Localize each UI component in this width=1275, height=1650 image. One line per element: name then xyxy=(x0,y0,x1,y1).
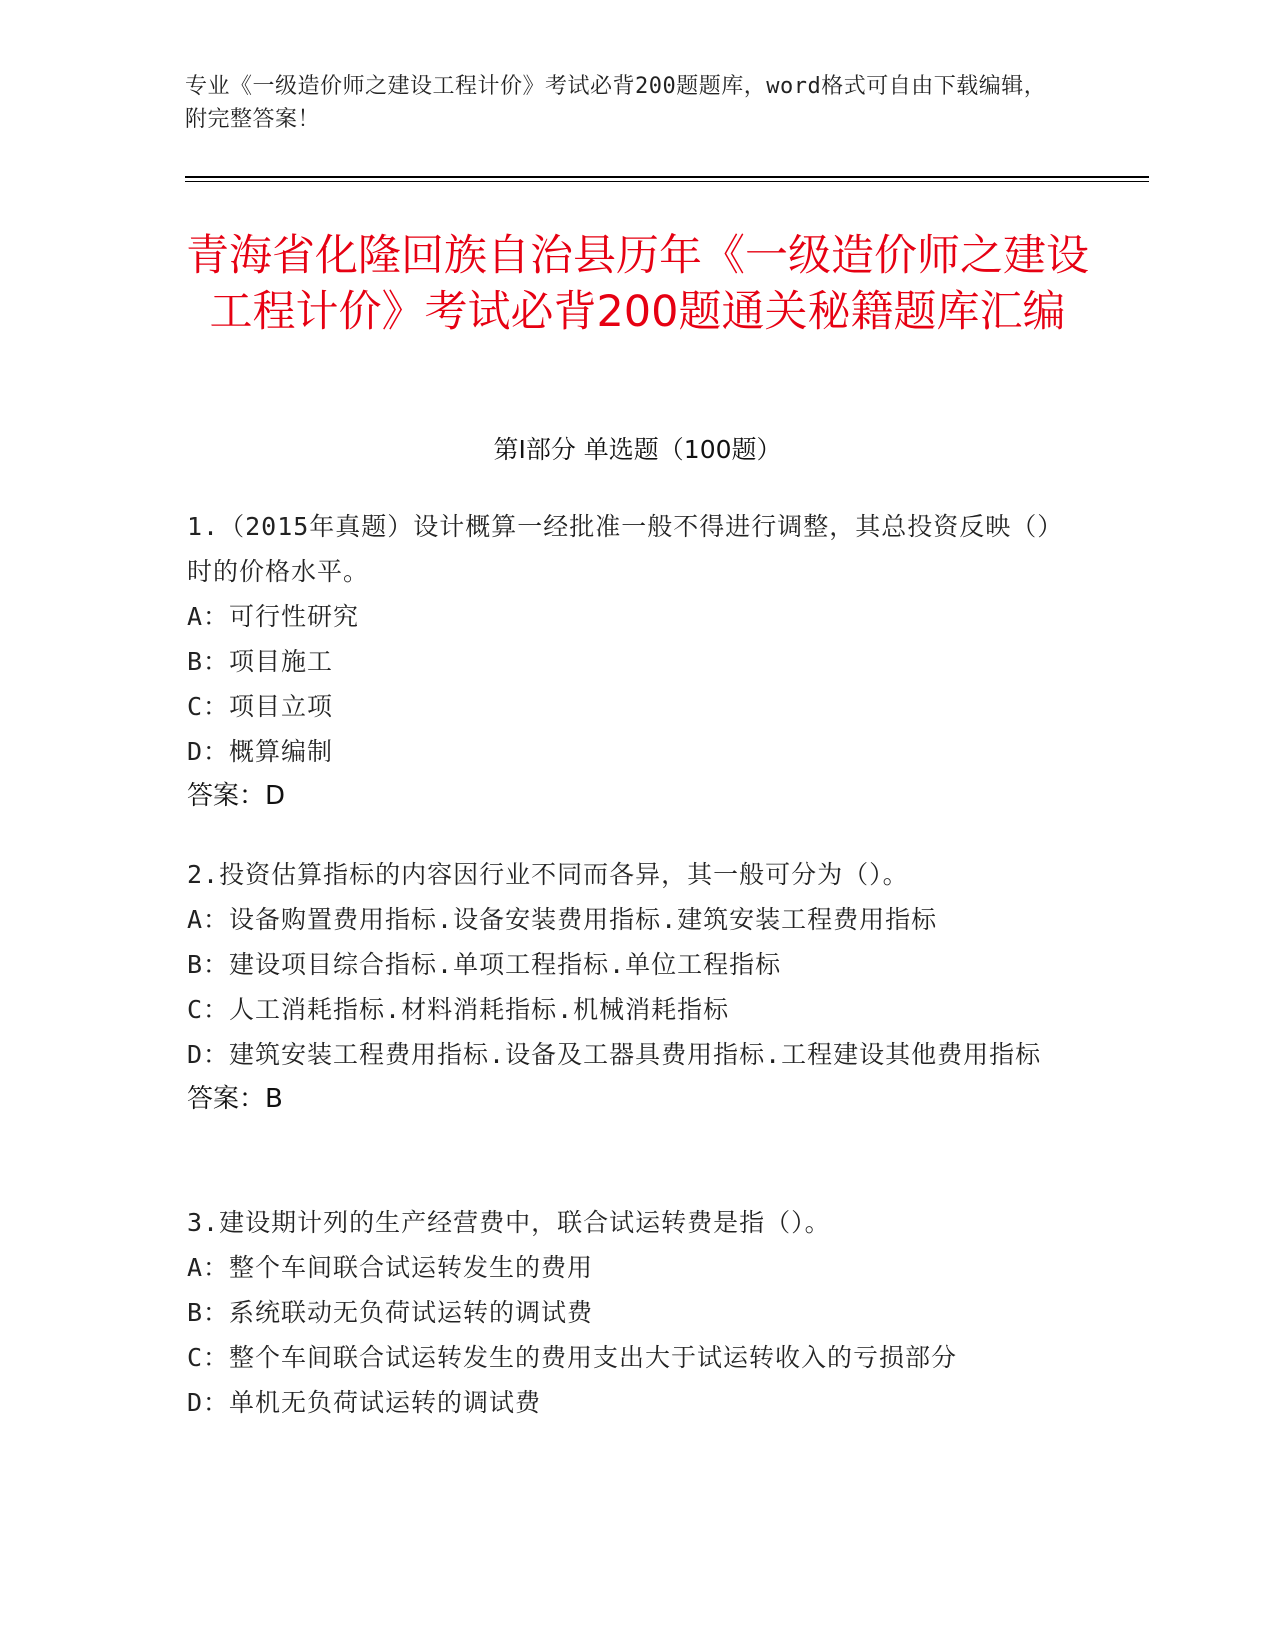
document-title: 青海省化隆回族自治县历年《一级造价师之建设工程计价》考试必背200题通关秘籍题库汇编 xyxy=(186,231,1089,337)
option-c: C：整个车间联合试运转发生的费用支出大于试运转收入的亏损部分 xyxy=(187,1343,958,1372)
option-d: D：概算编制 xyxy=(187,737,334,766)
option-a: A：整个车间联合试运转发生的费用 xyxy=(187,1253,594,1282)
question-2 xyxy=(187,852,1067,1122)
option-b: B：项目施工 xyxy=(187,647,334,676)
answer-line: 答案：B xyxy=(187,1084,283,1114)
question-3 xyxy=(187,1200,1067,1425)
answer-line: 答案：D xyxy=(187,781,286,811)
option-d: D：建筑安装工程费用指标.设备及工器具费用指标.工程建设其他费用指标 xyxy=(187,1040,1042,1069)
option-b: B：系统联动无负荷试运转的调试费 xyxy=(187,1298,594,1327)
question-1 xyxy=(187,504,1067,819)
header-divider-thin xyxy=(185,181,1149,182)
option-b: B：建设项目综合指标.单项工程指标.单位工程指标 xyxy=(187,950,782,979)
section-heading: 第Ⅰ部分 单选题（100题） xyxy=(493,435,782,464)
question-stem: 3.建设期计列的生产经营费中，联合试运转费是指（）。 xyxy=(187,1208,831,1237)
question-stem: 2.投资估算指标的内容因行业不同而各异，其一般可分为（）。 xyxy=(187,860,909,889)
header-note: 专业《一级造价师之建设工程计价》考试必背200题题库，word格式可自由下载编辑，附完整答案！ xyxy=(185,74,1047,132)
option-c: C：人工消耗指标.材料消耗指标.机械消耗指标 xyxy=(187,995,730,1024)
header-divider-thick xyxy=(185,176,1149,178)
question-stem: 1.（2015年真题）设计概算一经批准一般不得进行调整，其总投资反映（）时的价格水平。 xyxy=(187,512,1064,586)
option-c: C：项目立项 xyxy=(187,692,334,721)
option-d: D：单机无负荷试运转的调试费 xyxy=(187,1388,542,1417)
option-a: A：可行性研究 xyxy=(187,602,360,631)
option-a: A：设备购置费用指标.设备安装费用指标.建筑安装工程费用指标 xyxy=(187,905,938,934)
